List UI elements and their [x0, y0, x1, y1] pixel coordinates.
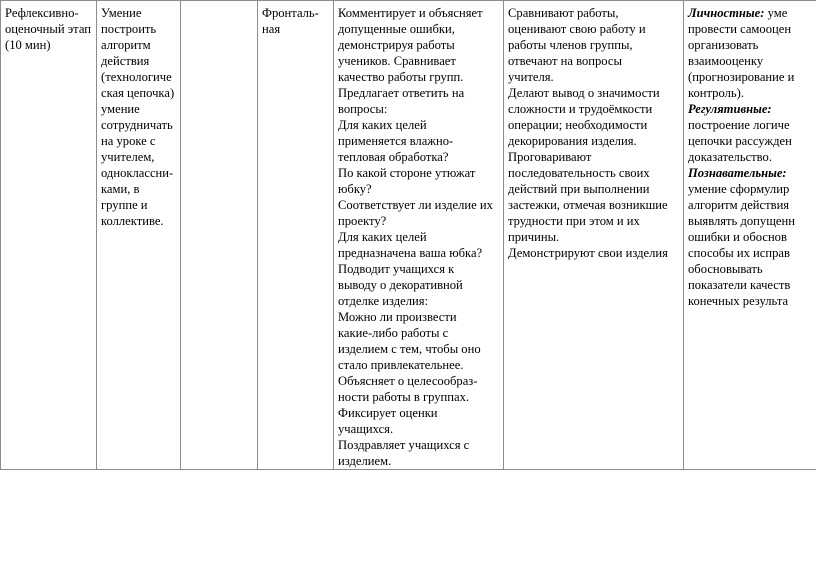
cell-text-line: отвечают на вопросы	[508, 54, 622, 68]
uud-text-line: выявлять допущенн	[688, 214, 795, 228]
cell-text-line: тепловая обработка?	[338, 150, 449, 164]
cell-text-line: сотрудничать	[101, 118, 173, 132]
uud-heading: Познавательные:	[688, 166, 787, 180]
cell-text-line: учителя.	[508, 70, 554, 84]
cell-text-line: какие-либо работы с	[338, 326, 449, 340]
cell-text-line: проекту?	[338, 214, 387, 228]
cell-text-line: Предлагает ответить на	[338, 86, 465, 100]
empty-cell	[181, 1, 258, 470]
uud-text-line: (прогнозирование и	[688, 70, 795, 84]
cell-text-line: ности работы в группах.	[338, 390, 470, 404]
uud-text-line: построение логиче	[688, 118, 790, 132]
uud-text-line: цепочки рассужден	[688, 134, 792, 148]
cell-text-line: Поздравляет учащихся с	[338, 438, 470, 452]
cell-text-line: Делают вывод о значимости	[508, 86, 660, 100]
uud-heading: Личностные: уме	[688, 6, 788, 20]
cell-text-line: изделием с тем, чтобы оно	[338, 342, 481, 356]
cell-text-line: ская цепочка)	[101, 86, 175, 100]
cell-text-line: алгоритм	[101, 38, 151, 52]
students-activity-cell	[504, 1, 684, 470]
cell-text-line: коллективе.	[101, 214, 164, 228]
uud-text-line: организовать	[688, 38, 759, 52]
cell-text-line: Проговаривают	[508, 150, 592, 164]
cell-text-line: декорирования изделия.	[508, 134, 637, 148]
uud-text-line: доказательство.	[688, 150, 772, 164]
cell-text-line: построить	[101, 22, 157, 36]
cell-text-line: Подводит учащихся к	[338, 262, 455, 276]
cell-text-line: По какой стороне утюжат	[338, 166, 476, 180]
cell-text-line: отделке изделия:	[338, 294, 429, 308]
cell-text-line: Соответствует ли изделие их	[338, 198, 493, 212]
cell-text-line: действия	[101, 54, 150, 68]
cell-text-line: Фронталь-	[262, 6, 319, 20]
cell-text-line: трудности при этом и их	[508, 214, 640, 228]
cell-text-line: умение	[101, 102, 140, 116]
uud-text-line: взаимооценку	[688, 54, 764, 68]
cell-text-line: одноклассни-	[101, 166, 174, 180]
cell-text-line: Сравнивают работы,	[508, 6, 619, 20]
cell-text-line: применяется влажно-	[338, 134, 454, 148]
cell-text-line: учеников. Сравнивает	[338, 54, 456, 68]
cell-text-line: Комментирует и объясняет	[338, 6, 483, 20]
cell-text-line: причины.	[508, 230, 560, 244]
cell-text-line: (технологиче	[101, 70, 172, 84]
cell-text-line: Для каких целей	[338, 118, 427, 132]
cell-text-line: сложности и трудоёмкости	[508, 102, 653, 116]
cell-text-line: застежки, отмечая возникшие	[508, 198, 668, 212]
cell-text-line: юбку?	[338, 182, 372, 196]
form-cell	[258, 1, 334, 470]
uud-text-line: провести самооцен	[688, 22, 792, 36]
cell-text-line: вопросы:	[338, 102, 388, 116]
cell-text-line: операции; необходимости	[508, 118, 648, 132]
cell-text-line: Объясняет о целесообраз-	[338, 374, 478, 388]
cell-text-line: оценивают свою работу и	[508, 22, 646, 36]
uud-text-line: обосновывать	[688, 262, 763, 276]
cell-text-line: ная	[262, 22, 281, 36]
cell-text-line: качество работы групп.	[338, 70, 464, 84]
cell-text-line: допущенные ошибки,	[338, 22, 455, 36]
uud-text-line: контроль).	[688, 86, 744, 100]
cell-text-line: на уроке с	[101, 134, 156, 148]
uud-text-line: алгоритм действия	[688, 198, 790, 212]
cell-text-line: учителем,	[101, 150, 155, 164]
cell-text-line: выводу о декоративной	[338, 278, 463, 292]
cell-text-line: ками, в	[101, 182, 140, 196]
cell-text-line: последовательность своих	[508, 166, 650, 180]
cell-text-line: Фиксирует оценки	[338, 406, 438, 420]
cell-text-line: Умение	[101, 6, 142, 20]
uud-text-line: умение сформулир	[688, 182, 790, 196]
uud-text-line: ошибки и обоснов	[688, 230, 787, 244]
skills-cell	[97, 1, 181, 470]
cell-text-line: учащихся.	[338, 422, 394, 436]
teacher-activity-cell	[334, 1, 504, 470]
cell-text-line: стало привлекательнее.	[338, 358, 464, 372]
cell-text-line: Демонстрируют свои изделия	[508, 246, 668, 260]
stage-cell	[1, 1, 97, 470]
uud-text-line: показатели качеств	[688, 278, 791, 292]
cell-text-line: оценочный этап	[5, 22, 91, 36]
cell-text-line: действий при выполнении	[508, 182, 650, 196]
uud-cell	[684, 1, 816, 470]
uud-text-line: способы их исправ	[688, 246, 790, 260]
cell-text-line: группе и	[101, 198, 148, 212]
uud-text-line: конечных результа	[688, 294, 789, 308]
cell-text-line: изделием.	[338, 454, 392, 468]
uud-heading: Регулятивные:	[688, 102, 772, 116]
cell-text-line: (10 мин)	[5, 38, 51, 52]
cell-text-line: демонстрируя работы	[338, 38, 455, 52]
cell-text-line: Для каких целей	[338, 230, 427, 244]
cell-text-line: Рефлексивно-	[5, 6, 79, 20]
cell-text-line: работы членов группы,	[508, 38, 633, 52]
cell-text-line: предназначена ваша юбка?	[338, 246, 483, 260]
cell-text-line: Можно ли произвести	[338, 310, 457, 324]
table-row	[1, 1, 816, 470]
